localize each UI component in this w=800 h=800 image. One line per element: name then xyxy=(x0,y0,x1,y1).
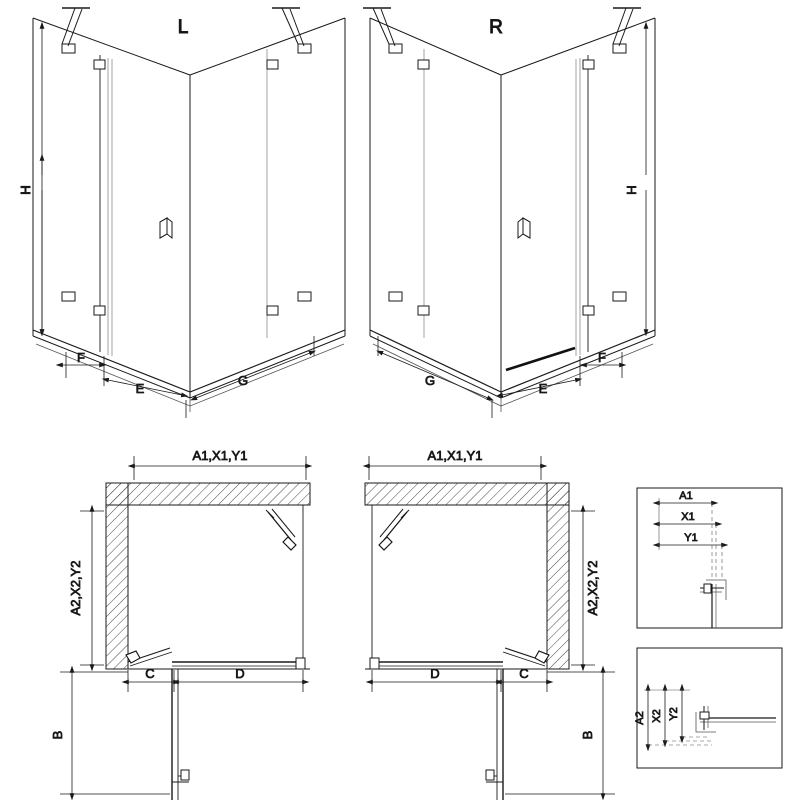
detail-bottom-label-X2: X2 xyxy=(651,709,663,723)
plan-view-left xyxy=(50,448,310,800)
dim-CD-left xyxy=(128,666,303,692)
dim-label-D-right: D xyxy=(430,666,440,681)
dim-label-H-right: H xyxy=(624,185,639,195)
dim-label-A1X1Y1-left: A1,X1,Y1 xyxy=(192,448,248,463)
dim-label-E-left: E xyxy=(135,381,145,396)
iso-view-left xyxy=(18,8,345,418)
dim-label-A1X1Y1-right: A1,X1,Y1 xyxy=(427,448,483,463)
dim-label-H-left: H xyxy=(18,185,33,195)
dim-A1X1Y1-right xyxy=(369,448,541,480)
dim-label-F-left: F xyxy=(77,350,85,365)
dim-label-B-right: B xyxy=(580,730,595,740)
dim-label-A2X2Y2-left: A2,X2,Y2 xyxy=(68,560,83,616)
dim-label-C-left: C xyxy=(145,666,155,681)
dim-label-C-right: C xyxy=(519,666,529,681)
dim-label-B-left: B xyxy=(50,730,65,740)
dim-label-G-right: G xyxy=(424,373,436,388)
iso-right-handing-label: R xyxy=(489,17,503,38)
dim-H-right xyxy=(624,28,646,330)
dim-A2X2Y2-left xyxy=(68,511,104,665)
dim-label-D-left: D xyxy=(235,666,245,681)
dim-B-right xyxy=(505,672,615,794)
dim-B-left xyxy=(50,672,170,794)
plan-view-right xyxy=(365,448,615,800)
dim-label-A2X2Y2-right: A2,X2,Y2 xyxy=(585,560,600,616)
detail-view-top xyxy=(637,488,782,628)
detail-bottom-label-A2: A2 xyxy=(634,711,646,725)
detail-top-label-X1: X1 xyxy=(681,511,695,523)
dim-A1X1Y1-left xyxy=(134,448,306,480)
detail-bottom-label-Y2: Y2 xyxy=(668,707,680,721)
dim-A2X2Y2-right xyxy=(571,511,600,665)
dim-label-E-right: E xyxy=(538,381,548,396)
detail-top-label-Y1: Y1 xyxy=(684,532,698,544)
detail-view-bottom xyxy=(634,648,782,768)
dim-DC-right xyxy=(372,666,547,692)
dim-H-left xyxy=(18,28,42,330)
dim-label-G-left: G xyxy=(237,373,249,388)
iso-left-handing-label: L xyxy=(177,17,189,38)
dim-label-F-right: F xyxy=(598,350,606,365)
iso-view-right xyxy=(363,8,655,418)
detail-top-label-A1: A1 xyxy=(679,490,693,502)
